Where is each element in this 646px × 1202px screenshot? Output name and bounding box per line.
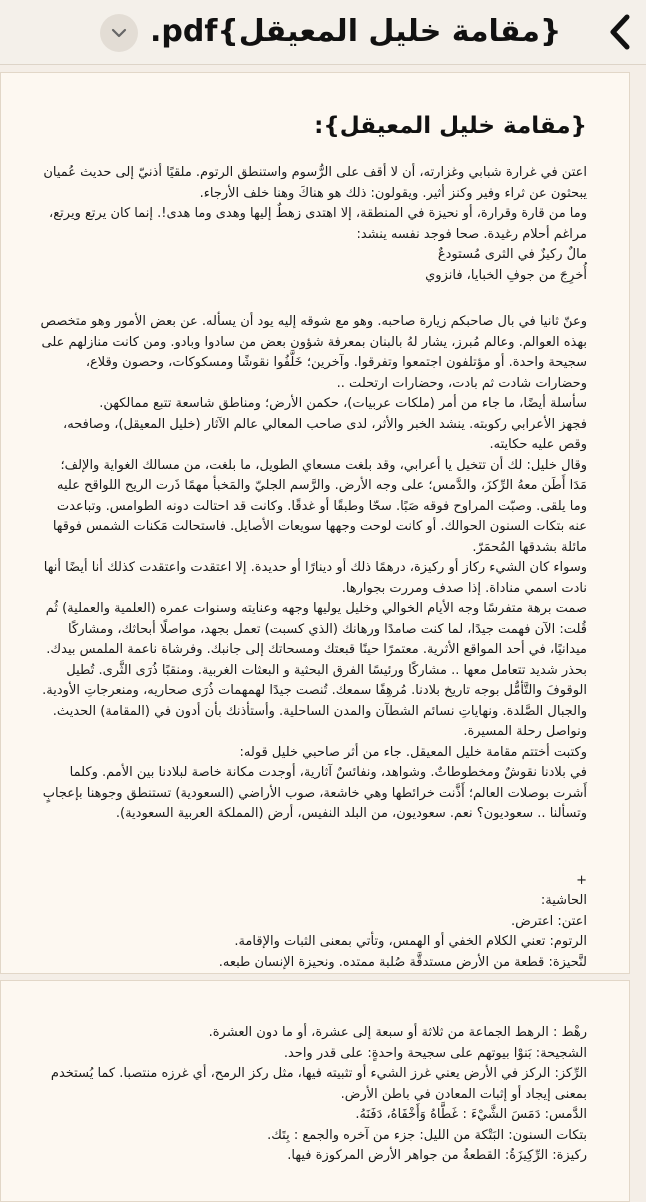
note-item: بتكات السنون: البَتْكة من الليل: جزء من آخره والجمع : بِتَك. [267, 1127, 587, 1143]
paragraph: فجهز الأعرابي ركوبته. ينشد الخبر والأثر، لدى صاحب المعالي عالم الآثار (خليل المعيقل)، وصافحه، وقص عليه حكايته. [63, 416, 587, 452]
note-item: اعتن: اعترض. [510, 913, 587, 929]
note-item: الدَّمس: دَمَسَ الشَّيْءَ : غَطَّاهُ وَأَخْفَاهُ، دَفَنَهُ. [355, 1107, 587, 1122]
pdf-page-2[interactable] [0, 980, 630, 1202]
paragraph: وسواء كان الشيء ركاز أو ركيزة، درهمًا ذلك أو دينارًا أو حديدة. إلا اعتقدت واعتقدت كذلك أنا أيضًا أنها نادت اسمي مناداة. إذا صدف ومررت بجوارها. [43, 560, 587, 596]
paragraph: وقال خليل: لك أن تتخيل يا أعرابي، وقد بلغت مسعاي الطويل، ما بلغت، من مسالك الغواية والإلف؛ مَدَا أَطَن معهُ الرِّكزَ، والدَّمس؛ على وجه الأرض. والرَّسم الجليّ والمَخبأ مهمًا ذَرت الريح اللواقح عليه وما يلقى. وصبّت المراوح فوقه صَبًا. سحّا وطبقًا أو غدقًا. وكانت قد احتالت دونه الطوامس. وتباعدت عنه بتكات السنون الحوالك. أو كانت لوحت وجهها سويعات الأصايل. فاستحالت مَكنات الشمس فوقها مائلة بشدقها المُحمَرّ. [52, 457, 587, 555]
title-menu-button[interactable] [100, 14, 138, 52]
note-item: الشجيحة: بَنوْا بيوتهم على سجيحة واحدةٍ: على قدر واحد. [283, 1045, 587, 1061]
pdf-page-1[interactable] [0, 72, 630, 974]
page-2-body [39, 1023, 587, 1167]
page-1-body [39, 163, 587, 973]
note-item: الرِّكز: الركز في الأرض يعني غرز الشيء أو تثبيته فيها، مثل ركز الرمح، أي غرزه منتصبا. كما يُستخدم بمعنى إيجاد أو إثبات المعادن في باطن الأرض. [50, 1066, 587, 1102]
note-item: ركيزة: الرِّكِيزَةُ: القطعةُ من جواهر الأرض المركوزة فيها. [287, 1148, 587, 1163]
document-heading: {مقامة خليل المعيقل}: [314, 113, 587, 139]
chevron-left-icon [609, 14, 631, 50]
document-title: .pdf{مقامة خليل المعيقل} [150, 14, 562, 49]
notes-title: الحاشية: [540, 893, 587, 908]
paragraph: وكتبت أختتم مقامة خليل المعيقل. جاء من أثر صاحبي خليل قوله: [239, 744, 587, 760]
paragraph: في بلادنا نقوشٌ ومخطوطاتٌ. وشواهد، ونفائسٌ آثارية، أوجدت مكانة خاصة لبلادنا بين الأمم. وكلما أَشرت بوصلات العالم؛ أَذَّنت خرائطها وهي خاشعة، صوب الأراضي (السعودية) تستنطق وجوهنا بإعجابٍ وتسألنا .. سعوديون؟ نعم. سعوديون، من البلد النفيس، أرض (المملكة العربية السعودية). [42, 765, 587, 821]
top-bar [0, 0, 646, 65]
chevron-down-icon [111, 28, 127, 38]
paragraph: وعنّ ثانيا في بال صاحبكم زيارة صاحبه. وهو مع شوقه إليه يود أن يسأله. عن بعض الأمور وهو متخصص بهذه العوالم. وعالم مُبرز، يشار لهُ بالبنان بمعرفة شؤون بعض من سادوا وبادو. ومن كانت منازلهم على سجيحة واحدة. أو مؤتلفون اجتمعوا وتفرقوا. وآخرين؛ خَلَّفُوا نقوشًا ومسكوكات، وحصون وقلاع، وحضارات شادت ثم بادت، وحضارات ارتحلت .. [40, 314, 587, 391]
paragraph: وما من قارة وقرارة، أو نحيزة في المنطقة، إلا اهتدى زهطٌ إليها وهدى وما هدى!. إنما كان يرتع ويرتع، مراغم أحلام رغيدة. صحا فوجد نفسه ينشد: [49, 206, 587, 242]
back-button[interactable] [600, 6, 640, 58]
note-item: لنَّحيزة: قطعة من الأرض مستدقَّة صُلبة ممتده. ونحيزة الإنسان طبعه. [218, 954, 587, 970]
note-item: رهْط : الرهط الجماعة من ثلاثة أو سبعة إلى عشرة، أو ما دون العشرة. [208, 1025, 587, 1040]
paragraph: اعتن في غرارة شبابي وغزارته، أن لا أقف على الرُّسوم واستنطق الرتوم. ملقيًا أذنيّ إلى حديث عُميان يبحثون عن ثراء وفير وكنز أثير. ويقولون: ذلك هو هناكَ وهنا خلف الأرجاء. [43, 165, 587, 201]
note-item: الرتوم: تعني الكلام الخفي أو الهمس، وتأتي بمعنى الثبات والإقامة. [234, 934, 587, 949]
paragraph: صمت برهة متفرسًا وجه الأيام الخوالي وخليل يوليها وجهه وعنايته وسنوات عمره (العلمية والعملية) ثُم قُلت: الآن فهمت جيدًا، لما كنت صامدًا ورهانك (الذي كسبت) تعمل بجهد، مواصلًا أبحاثك، ومشاركًا ميدانيًا، في أحد المواقع الأثرية. معتمرًا حينًا قبعتك ومسحاتك إلى جانبك. وفرشاة ناعمة الملمس بيدك. بحذر شديد تتعامل معها .. مشاركًا ورئيسًا الفرق البحثية و البعثات الغربية. ومنقبًا ذُرَى الثَّرى. تُطيل الوقوفَ والتَّأمُّل بوجه تاريخ بلادنا. مُرهِفًا سمعك. تُنصت جيدًا لهمهمات ذُرَى صحاريه، ومنعرجاتِ الأودية. والجبال الصَّلدة. ونهاياتِ نسائم الشطآن والمدن الساحلية. وأستأذنك بأن أدون في (المقامة) الحديث. ونواصل رحلة المسيرة. [42, 601, 587, 739]
plus-sign: + [576, 872, 587, 888]
paragraph: سأسلة أيضًا، ما جاء من أمر (ملكات عربيات)، حكمن الأرض؛ ومناطق شاسعة تتبع ممالكهن. [99, 396, 587, 411]
poem-line: مالٌ ركيزٌ في الثرى مُستودعٌ [437, 247, 587, 262]
poem-line: أُخرِجَ من جوفِ الخبايا، فانزوي [425, 267, 587, 283]
